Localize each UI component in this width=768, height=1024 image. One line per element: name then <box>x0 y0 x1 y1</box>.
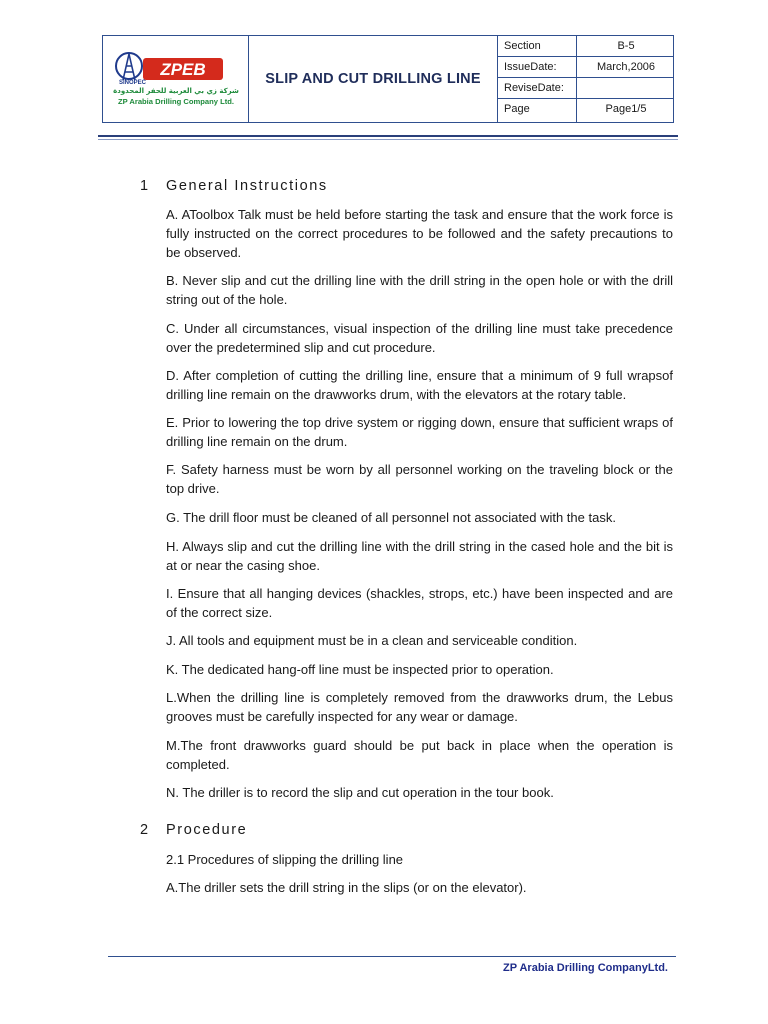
instruction-item: E. Prior to lowering the top drive system or rigging down, ensure that sufficient wraps of drilling line remain on the drum. <box>166 415 673 449</box>
footer-company: ZP Arabia Drilling CompanyLtd. <box>502 962 668 974</box>
zpeb-logo-graphic <box>103 36 249 122</box>
meta-value: B-5 <box>617 40 635 52</box>
document-meta-table <box>497 36 673 122</box>
meta-row-section <box>498 36 674 57</box>
instruction-item: L.When the drilling line is completely removed from the drawworks drum, the Lebus grooves must be carefully inspected for any wear or damage. <box>166 690 673 724</box>
instruction-item: D. After completion of cutting the drilling line, ensure that a minimum of 9 full wrapsof drilling line remain on the drawworks drum, with the elevators at the rotary table. <box>166 368 673 402</box>
logo-company-text: ZP Arabia Drilling Company Ltd. <box>117 97 235 106</box>
meta-label: ReviseDate: <box>504 82 564 94</box>
meta-label: Page <box>504 103 530 115</box>
instruction-item: J. All tools and equipment must be in a clean and serviceable condition. <box>166 633 578 648</box>
section-title: Procedure <box>166 822 248 838</box>
instruction-item: K. The dedicated hang-off line must be inspected prior to operation. <box>166 662 554 677</box>
instruction-item: H. Always slip and cut the drilling line with the drill string in the cased hole and the bit is at or near the casing shoe. <box>166 539 673 573</box>
meta-row-page <box>498 99 674 122</box>
meta-label: IssueDate: <box>504 61 557 73</box>
section-number: 1 <box>140 178 150 194</box>
meta-label: Section <box>504 40 541 52</box>
meta-value: Page1/5 <box>605 103 647 115</box>
logo-brand-text: ZPEB <box>160 60 206 79</box>
meta-row-issue-date <box>498 57 674 78</box>
instruction-item: C. Under all circumstances, visual inspection of the drilling line must take precedence over the predetermined slip and cut procedure. <box>166 321 673 355</box>
instruction-item: M.The front drawworks guard should be put back in place when the operation is completed. <box>166 738 673 772</box>
instruction-item: B. Never slip and cut the drilling line with the drill string in the open hole or with the drill string out of the hole. <box>166 273 673 307</box>
company-logo <box>103 36 249 122</box>
instruction-item: N. The driller is to record the slip and cut operation in the tour book. <box>166 785 554 800</box>
instruction-item: I. Ensure that all hanging devices (shackles, strops, etc.) have been inspected and are of the correct size. <box>166 586 673 620</box>
logo-arabic-text: شركة زي بي العربية للحفر المحدودة <box>113 87 239 95</box>
procedure-item: A.The driller sets the drill string in the slips (or on the elevator). <box>166 880 527 895</box>
logo-sinopec-text: SINOPEC <box>119 80 147 86</box>
document-title: SLIP AND CUT DRILLING LINE <box>265 71 481 87</box>
instruction-item: A. AToolbox Talk must be held before starting the task and ensure that the work force is fully instructed on the correct procedures to be followed and the safety precautions to be observed. <box>166 207 673 260</box>
document-header <box>102 35 674 123</box>
instruction-item: F. Safety harness must be worn by all personnel working on the traveling block or the top drive. <box>166 462 673 496</box>
section-number: 2 <box>140 822 150 838</box>
instruction-item: G. The drill floor must be cleaned of all personnel not associated with the task. <box>166 510 616 525</box>
header-divider <box>98 135 678 137</box>
header-divider-thin <box>98 139 678 140</box>
section-title: General Instructions <box>166 178 328 194</box>
footer-divider <box>108 956 676 957</box>
meta-row-revise-date <box>498 78 674 99</box>
meta-value: March,2006 <box>596 61 656 73</box>
procedure-subheading: 2.1 Procedures of slipping the drilling line <box>166 852 404 867</box>
